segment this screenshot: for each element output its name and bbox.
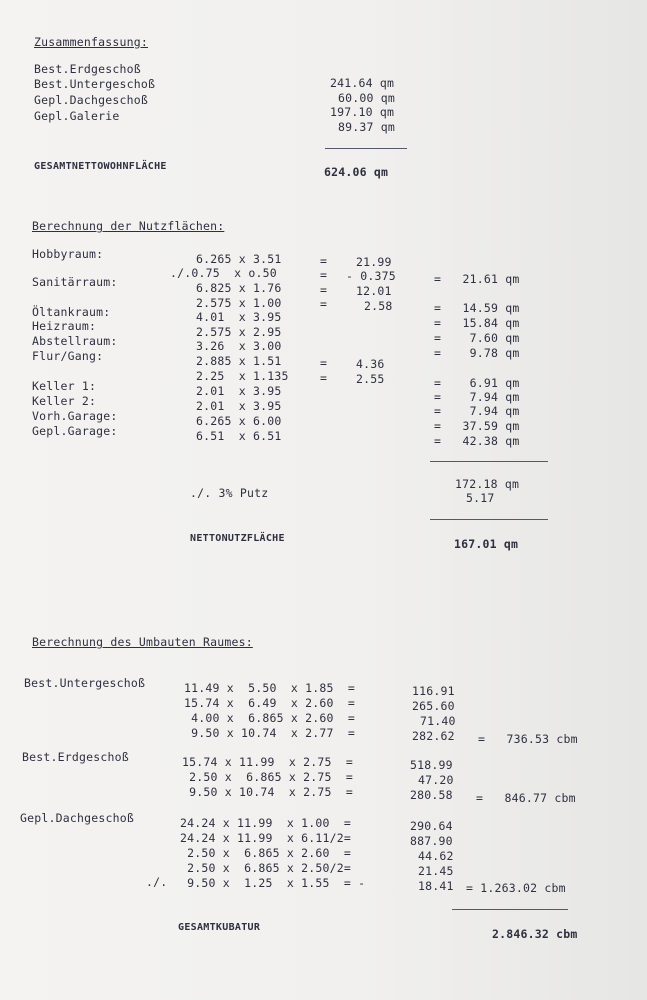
calc-term: 2.01 x 3.95 [196, 384, 282, 398]
total-label: GESAMTNETTOWOHNFLÄCHE [34, 161, 167, 172]
room-label: Flur/Gang: [32, 349, 104, 363]
deduction-prefix: ./. [146, 875, 168, 889]
calc-line: 11.49 x 5.50 x 1.85 = [184, 681, 355, 695]
deduction-label: ./. 3% Putz [190, 486, 269, 500]
room-label: Heizraum: [32, 319, 97, 333]
room-result: = 7.94 qm [434, 390, 520, 404]
eq-sign: = [320, 268, 328, 282]
summary-value: 197.10 qm [330, 105, 395, 119]
eq-sign: = [320, 297, 328, 311]
line-value: 18.41 [418, 879, 454, 893]
summary-value: 89.37 qm [338, 120, 395, 134]
divider [325, 148, 407, 149]
room-label: Hobbyraum: [32, 247, 104, 261]
room-result: = 7.60 qm [434, 331, 520, 345]
partial-value: - 0.375 [346, 269, 396, 283]
calc-line: 9.50 x 10.74 x 2.77 = [184, 726, 355, 740]
summary-heading: Zusammenfassung: [34, 35, 148, 49]
group-total: = 736.53 cbm [478, 732, 578, 746]
calc-line: 2.50 x 6.865 x 2.60 = [180, 846, 351, 860]
line-value: 518.99 [410, 758, 453, 772]
calc-term: 6.51 x 6.51 [196, 429, 282, 443]
subtotal-value: 172.18 qm [455, 477, 520, 491]
line-value: 282.62 [412, 729, 455, 743]
usable-heading: Berechnung der Nutzflächen: [32, 219, 225, 233]
summary-label: Gepl.Galerie [34, 109, 120, 123]
partial-value: 2.55 [356, 372, 385, 386]
calc-term: 2.25 x 1.135 [196, 369, 289, 383]
line-value: 44.62 [418, 849, 454, 863]
line-value: 21.45 [418, 864, 454, 878]
line-value: 265.60 [412, 699, 455, 713]
floor-label: Best.Untergeschoß [24, 676, 146, 690]
total-label: GESAMTKUBATUR [178, 922, 261, 933]
summary-value: 241.64 qm [330, 76, 395, 90]
total-value: 167.01 qm [454, 537, 519, 551]
summary-value: 60.00 qm [338, 91, 395, 105]
calc-term: 2.01 x 3.95 [196, 399, 282, 413]
eq-sign: = [320, 283, 328, 297]
calc-term: 6.265 x 3.51 [196, 252, 282, 266]
room-result: = 21.61 qm [434, 272, 520, 286]
room-label: Keller 1: [32, 379, 97, 393]
calc-line: 24.24 x 11.99 x 6.11/2= [180, 831, 351, 845]
room-label: Keller 2: [32, 394, 97, 408]
line-value: 280.58 [410, 788, 453, 802]
calc-line: 9.50 x 1.25 x 1.55 = - [180, 876, 366, 890]
summary-label: Gepl.Dachgeschoß [34, 93, 148, 107]
line-value: 71.40 [420, 714, 456, 728]
divider [430, 461, 548, 462]
eq-sign: = [320, 371, 328, 385]
floor-label: Gepl.Dachgeschoß [20, 811, 134, 825]
calc-line: 2.50 x 6.865 x 2.75 = [182, 770, 353, 784]
room-result: = 14.59 qm [434, 301, 520, 315]
calc-term: 3.26 x 3.00 [196, 339, 282, 353]
total-label: NETTONUTZFLÄCHE [190, 533, 285, 544]
total-value: 624.06 qm [324, 165, 389, 179]
room-label: Vorh.Garage: [32, 409, 118, 423]
room-result: = 42.38 qm [434, 434, 520, 448]
summary-label: Best.Erdgeschoß [34, 62, 141, 76]
group-total: = 1.263.02 cbm [466, 881, 566, 895]
partial-value: 12.01 [356, 284, 392, 298]
room-label: Abstellraum: [32, 334, 118, 348]
calc-term: 2.575 x 2.95 [196, 325, 282, 339]
divider [430, 519, 548, 520]
calc-term: 2.575 x 1.00 [196, 296, 282, 310]
room-result: = 6.91 qm [434, 376, 520, 390]
calc-line: 2.50 x 6.865 x 2.50/2= [180, 861, 351, 875]
divider [452, 909, 568, 910]
eq-sign: = [320, 254, 328, 268]
calc-term: 6.265 x 6.00 [196, 414, 282, 428]
calc-line: 9.50 x 10.74 x 2.75 = [182, 785, 353, 799]
calc-line: 4.00 x 6.865 x 2.60 = [184, 711, 355, 725]
partial-value: 2.58 [364, 299, 393, 313]
line-value: 290.64 [410, 819, 453, 833]
calc-term: 4.01 x 3.95 [196, 310, 282, 324]
group-total: = 846.77 cbm [476, 791, 576, 805]
volume-heading: Berechnung des Umbauten Raumes: [32, 635, 253, 649]
line-value: 887.90 [410, 834, 453, 848]
total-value: 2.846.32 cbm [492, 927, 578, 941]
calc-term: ./.0.75 x o.50 [170, 266, 277, 280]
deduction-value: 5.17 [466, 491, 495, 505]
partial-value: 4.36 [356, 357, 385, 371]
eq-sign: = [320, 356, 328, 370]
summary-label: Best.Untergeschoß [34, 77, 156, 91]
room-result: = 7.94 qm [434, 404, 520, 418]
room-label: Sanitärraum: [32, 275, 118, 289]
room-result: = 15.84 qm [434, 316, 520, 330]
line-value: 47.20 [418, 773, 454, 787]
room-result: = 37.59 qm [434, 419, 520, 433]
calc-term: 6.825 x 1.76 [196, 281, 282, 295]
room-label: Gepl.Garage: [32, 424, 118, 438]
room-label: Öltankraum: [32, 305, 111, 319]
calc-line: 15.74 x 11.99 x 2.75 = [182, 755, 353, 769]
calc-line: 15.74 x 6.49 x 2.60 = [184, 696, 355, 710]
room-result: = 9.78 qm [434, 346, 520, 360]
line-value: 116.91 [412, 684, 455, 698]
floor-label: Best.Erdgeschoß [22, 750, 129, 764]
calc-term: 2.885 x 1.51 [196, 354, 282, 368]
partial-value: 21.99 [356, 255, 392, 269]
calc-line: 24.24 x 11.99 x 1.00 = [180, 816, 351, 830]
